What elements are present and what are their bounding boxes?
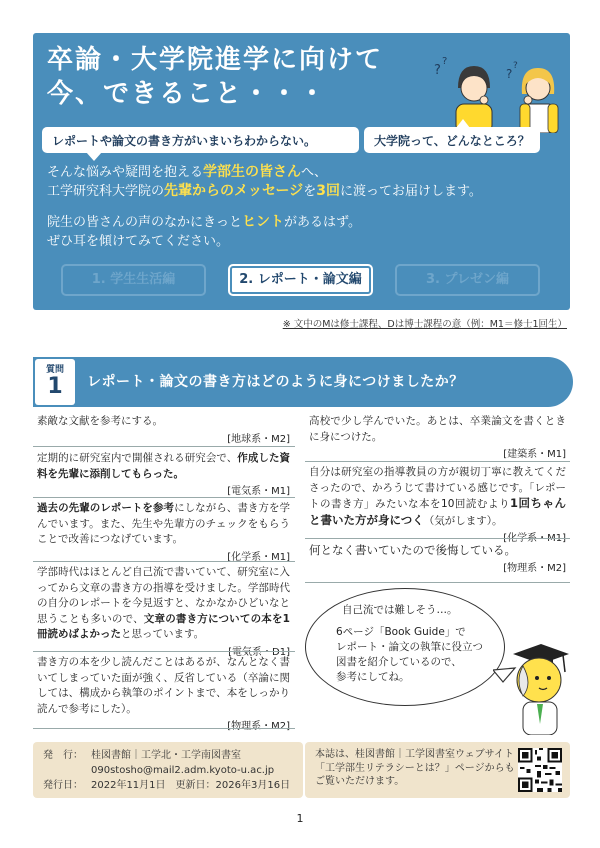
intro-paragraph-1: そんな悩みや疑問を抱える学部生の皆さんへ、 工学研究科大学院の先輩からのメッセージを3回に渡ってお届けします。 (47, 164, 482, 199)
chapter-tab-report-thesis: 2. レポート・論文編 (228, 264, 373, 296)
answer-right-3: 何となく書いていたので後悔している。 [物理系・M2] (309, 543, 566, 576)
concern-bubble-writing: レポートや論文の書き方がいまいちわからない。 (42, 127, 359, 153)
book-guide-speech-bubble: 自己流では難しそう…。 6ページ「Book Guide」で レポート・論文の執筆に役立つ 図書を紹介しているので、 参考にしてね。 (305, 588, 505, 706)
web-info (305, 742, 570, 798)
svg-text:?: ? (434, 63, 441, 78)
contact-email[interactable]: 090stosho@mail2.adm.kyoto-u.ac.jp (91, 765, 275, 776)
hero-panel (33, 33, 570, 310)
svg-text:?: ? (513, 61, 518, 71)
answer-dept: [物理系・M2] (227, 721, 290, 732)
answer-dept: [物理系・M2] (503, 562, 566, 574)
highlight-senior-message: 先輩からのメッセージ (164, 183, 304, 199)
answer-left-2: 定期的に研究室内で開催される研究会で、作成した資料を先輩に添削してもらった。 [電気系・M1] (37, 451, 290, 500)
answer-dept: [地球系・M2] (227, 433, 290, 445)
divider (305, 582, 570, 583)
answer-dept: [電気系・M1] (227, 486, 290, 497)
divider (305, 538, 570, 539)
issue-date: 2022年11月1日 更新日：2026年3月16日 (91, 780, 291, 791)
answer-dept: [化学系・M1] (503, 533, 566, 544)
title-line-2: 今、できること・・・ (47, 79, 328, 109)
intro-paragraph-2: 院生の皆さんの声のなかにきっとヒントがあるはず。 ぜひ耳を傾けてみてください。 (47, 214, 361, 249)
answer-left-3: 過去の先輩のレポートを参考にしながら、書き方を学んでいます。また、先生や先輩方のチェックをもらうことで改善につなげています。 [化学系・M1] (37, 501, 290, 565)
answer-dept: [建築系・M1] (503, 449, 566, 460)
degree-note: ※ 文中のMは修士課程、Dは博士課程の意（例：M1＝修士1回生） (282, 319, 567, 330)
question-number: 1 (47, 374, 63, 399)
question-text: レポート・論文の書き方はどのように身につけましたか？ (87, 374, 464, 390)
answer-left-1: 素敵な文献を参考にする。 [地球系・M2] (37, 414, 290, 447)
answer-left-5: 書き方の本を少し読んだことはあるが、なんとなく書いてしまっていた面が強く、反省している（卒論に関しては、構成から執筆のポイントまで、本をしっかり読んで参考にした）。 [物理系・M2] (37, 655, 290, 735)
answer-dept: [化学系・M1] (227, 551, 290, 563)
answer-dept: [電気系・D1] (228, 646, 290, 658)
svg-text:?: ? (506, 67, 513, 81)
answer-right-2: 自分は研究室の指導教員の方が親切丁寧に教えてくださったので、かろうじて書けている感じです。「レポートの書き方」みたいな本を10回読むより1回ちゃんと書いた方が身につく（気がします）。 [化学系・M1] (309, 465, 566, 547)
divider (33, 561, 295, 562)
question-badge: 質問 1 (35, 359, 75, 405)
highlight-hint: ヒント (242, 214, 285, 230)
concern-bubble-grad-school: 大学院って、どんなところ？ (364, 127, 540, 153)
svg-text:?: ? (442, 56, 448, 67)
qr-code-icon[interactable] (518, 748, 562, 792)
graduate-mascot-icon (493, 640, 573, 735)
answer-right-1: 高校で少し学んでいた。あとは、卒業論文を書くときに身につけた。 [建築系・M1] (309, 414, 566, 463)
publisher-info: 発 行： 桂図書館｜工学北・工学南図書室 090stosho@mail2.adm.kyoto-u.ac.jp 発行日： 2022年11月1日 更新日：2026年3月16日 (33, 742, 303, 798)
chapter-tab-student-life: 1. 学生生活編 (61, 264, 206, 296)
divider (305, 461, 570, 462)
issuer-name: 桂図書館｜工学北・工学南図書室 (91, 750, 241, 761)
highlight-undergrads: 学部生の皆さん (203, 164, 302, 180)
students-illustration (428, 48, 563, 133)
highlight-three-times: 3回 (316, 183, 340, 199)
divider (33, 497, 295, 498)
answer-left-4: 学部時代はほとんど自己流で書いていて、研究室に入ってから文章の書き方の指導を受けました。学部時代の自分のレポートを今見返すと、なかなかひどいなと思うことも多いので、文章の書き方についての本を1冊読めばよかったと思っています。 [電気系・D1] (37, 565, 290, 660)
page-title (47, 43, 383, 111)
title-line-1: 卒論・大学院進学に向けて (47, 45, 384, 75)
page-number: 1 (296, 812, 304, 825)
chapter-tab-presentation: 3. プレゼン編 (395, 264, 540, 296)
web-info-text: 本誌は、桂図書館｜工学図書室ウェブサイト「工学部生リテラシーとは？」ページからもご覧いただけます。 (315, 749, 515, 787)
divider (33, 728, 295, 729)
divider (33, 446, 295, 447)
divider (33, 651, 295, 652)
question-bar (33, 357, 573, 407)
